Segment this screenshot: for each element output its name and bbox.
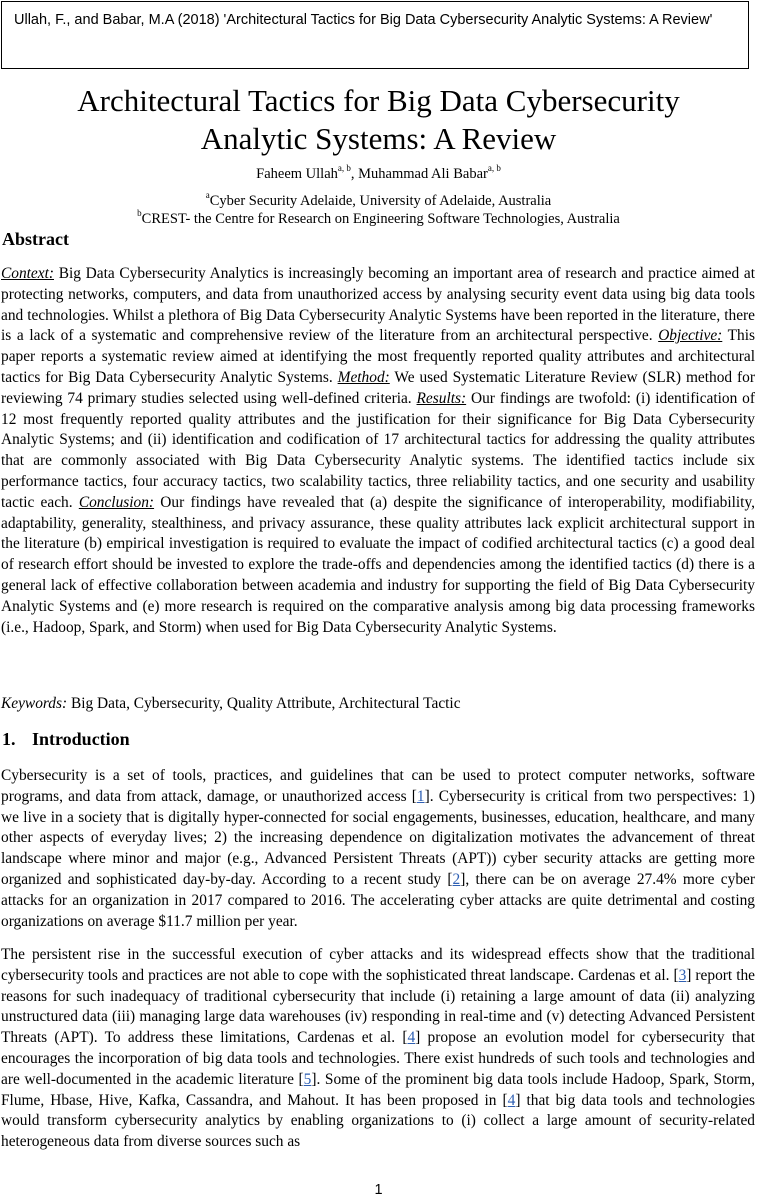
conclusion-label: Conclusion:	[78, 493, 155, 511]
citation-link-5[interactable]: 5	[303, 1070, 312, 1088]
author-2: Muhammad Ali Babar	[358, 166, 488, 182]
affiliation-b-mark: b	[137, 208, 142, 219]
intro-p2-text-4: ]. Some of the prominent big data tools include Hadoop, Spark, Storm, Flume, Hbase, Hive, Kafka, Cassandra, and Mahout. It has been proposed in [	[1, 1070, 755, 1109]
author-1-affiliation-marks: a, b	[337, 163, 351, 174]
intro-p1-text-1: Cybersecurity is a set of tools, practices, and guidelines that can be used to protect computer networks, software programs, and data from attack, damage, or unauthorized access [	[1, 767, 755, 805]
affiliation-b-text: CREST- the Centre for Research on Engineering Software Technologies, Australia	[141, 211, 620, 227]
section-title: Introduction	[32, 729, 130, 749]
paper-title	[0, 82, 757, 158]
abstract-body	[1, 264, 755, 638]
keywords-line	[1, 694, 755, 715]
section-number: 1.	[2, 729, 16, 749]
title-line-1: Architectural Tactics for Big Data Cybersecurity	[77, 83, 680, 118]
section-heading-introduction	[2, 729, 130, 750]
citation-text: Ullah, F., and Babar, M.A (2018) 'Architectural Tactics for Big Data Cybersecurity Analytic Systems: A Review'	[14, 12, 713, 28]
citation-link-4[interactable]: 4	[407, 1029, 416, 1047]
citation-box	[1, 1, 749, 69]
context-text: Big Data Cybersecurity Analytics is increasingly becoming an important area of research and practice aimed at protecting networks, computers, and data from unauthorized access by analysing security event data using big data tools and technologies. Whilst a plethora of Big Data Cybersecurity Analytic Systems have been reported in the literature, there is a lack of a systematic and comprehensive review of the literature from an architectural perspective.	[1, 265, 755, 345]
conclusion-text: Our findings have revealed that (a) despite the significance of interoperability, modifiability, adaptability, generality, stealthiness, and privacy assurance, these quality attributes lack explicit architectural support in the literature (b) empirical investigation is required to evaluate the impact of codified architectural tactics (c) a good deal of research effort should be invested to explore the trade-offs and dependencies among the identified tactics (d) there is a general lack of effective collaboration between academia and industry for supporting the field of Big Data Cybersecurity Analytic Systems and (e) more research is required on the comparative analysis among big data processing frameworks (i.e., Hadoop, Spark, and Storm) when used for Big Data Cybersecurity Analytic Systems.	[1, 493, 755, 636]
intro-p2-text-2: ] report the reasons for such inadequacy of traditional cybersecurity that include (i) retaining a large amount of data (ii) analyzing unstructured data (iii) managing large data warehouses (iv) responding in real-time and (v) detecting Advanced Persistent Threats (APT). To address these limitations, Cardenas et al. [	[1, 966, 755, 1047]
citation-link-2[interactable]: 2	[452, 870, 461, 888]
citation-link-3[interactable]: 3	[678, 966, 687, 984]
intro-paragraph-1	[1, 766, 755, 932]
results-label: Results:	[416, 389, 467, 407]
affiliation-a	[0, 190, 757, 210]
context-label: Context:	[1, 265, 54, 282]
keywords-text: Big Data, Cybersecurity, Quality Attribute, Architectural Tactic	[67, 695, 461, 712]
intro-p2-text-5: ] that big data tools and technologies would transform cybersecurity analytics by enabling organizations to (i) collect a large amount of security-related heterogeneous data from diverse sources such as	[1, 1091, 755, 1151]
intro-p2-text-3: ] propose an evolution model for cybersecurity that encourages the incorporation of big data tools and technologies. There exist hundreds of such tools and technologies and are well-documented in the academic literature [	[1, 1029, 755, 1088]
intro-p2-text-1: The persistent rise in the successful execution of cyber attacks and its widespread effects show that the traditional cybersecurity tools and practices are not able to cope with the sophisticated threat landscape. Cardenas et al. [	[1, 946, 755, 984]
objective-text: This paper reports a systematic review aimed at identifying the most frequently reported quality attributes and architectural tactics for Big Data Cybersecurity Analytic Systems.	[1, 327, 755, 386]
author-2-affiliation-marks: a, b	[487, 163, 501, 174]
intro-p1-text-2: ]. Cybersecurity is critical from two perspectives: 1) we live in a society that is digitally hyper-connected for social engagements, businesses, education, healthcare, and many other aspects of everyday lives; 2) the increasing dependence on digitalization motivates the advancement of threat landscape where minor and major (e.g., Advanced Persistent Threats (APT)) cyber security attacks are getting more organized and sophisticated day-by-day. According to a recent study [	[1, 787, 755, 888]
citation-link-4b[interactable]: 4	[507, 1091, 516, 1109]
page-number: 1	[374, 1182, 383, 1198]
affiliation-a-mark: a	[205, 190, 210, 201]
affiliation-b	[0, 208, 757, 228]
citation-link-1[interactable]: 1	[416, 787, 425, 805]
author-list	[0, 163, 757, 183]
title-line-2: Analytic Systems: A Review	[200, 121, 557, 156]
objective-label: Objective:	[658, 327, 723, 345]
affiliation-a-text: Cyber Security Adelaide, University of Adelaide, Australia	[209, 193, 552, 209]
intro-p1-text-3: ], there can be on average 27.4% more cyber attacks for an organization in 2017 compared to 2016. The accelerating cyber attacks are quite detrimental and costing organizations on average $11.7 million per year.	[1, 870, 755, 930]
results-text: Our findings are twofold: (i) identification of 12 most frequently reported quality attributes and the justification for their significance for Big Data Cybersecurity Analytic Systems; and (ii) identification and codification of 17 architectural tactics for addressing the quality attributes that are commonly associated with Big Data Cybersecurity Analytic systems. The identified tactics include six performance tactics, four accuracy tactics, two scalability tactics, three reliability tactics, and one security and usability tactic each.	[1, 389, 755, 511]
author-1: Faheem Ullah	[256, 166, 338, 182]
method-text: We used Systematic Literature Review (SLR) method for reviewing 74 primary studies selected using well-defined criteria.	[1, 368, 755, 407]
intro-paragraph-2	[1, 945, 755, 1153]
method-label: Method:	[337, 368, 390, 386]
author-separator: ,	[350, 166, 359, 182]
abstract-heading: Abstract	[2, 229, 69, 249]
keywords-label: Keywords:	[1, 695, 68, 712]
